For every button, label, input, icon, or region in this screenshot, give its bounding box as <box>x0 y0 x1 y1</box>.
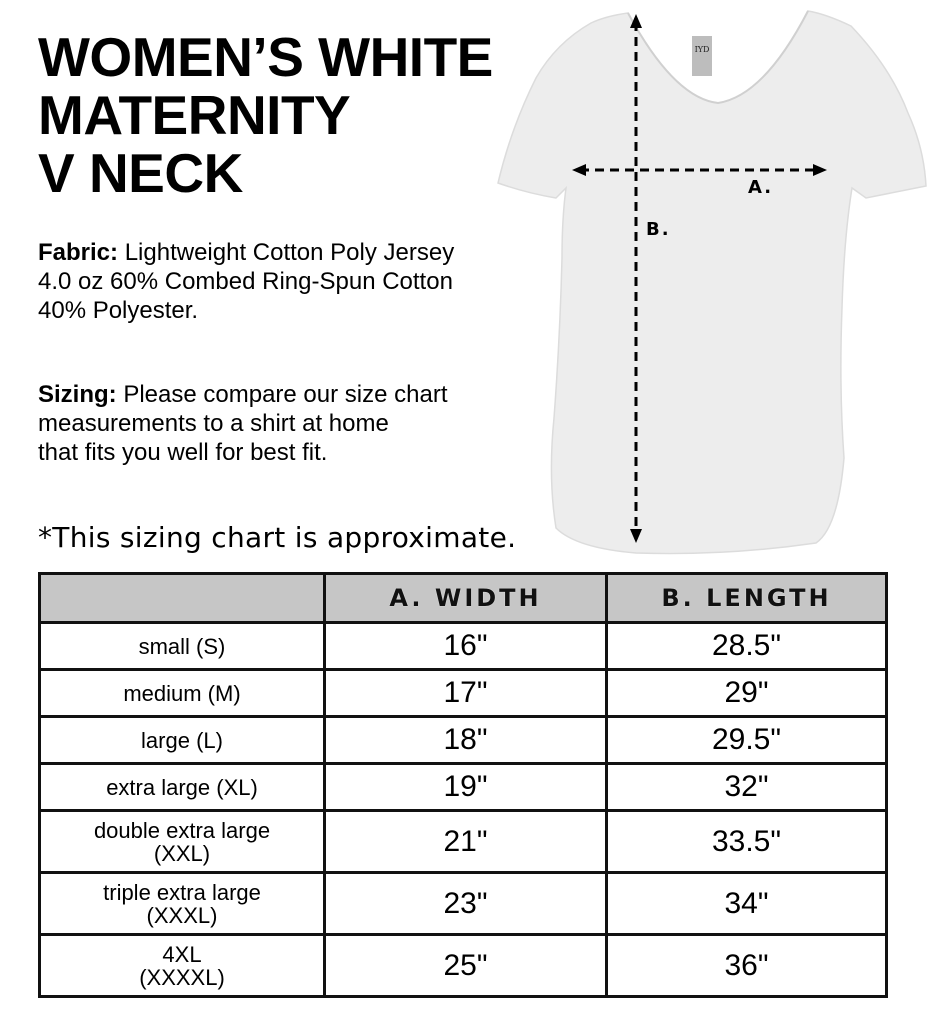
width-cell: 25" <box>325 935 607 997</box>
title-line: MATERNITY <box>38 84 351 146</box>
shirt-diagram <box>496 8 931 558</box>
table-row <box>40 873 887 935</box>
table-row <box>40 935 887 997</box>
sizing-text: measurements to a shirt at home <box>38 410 389 437</box>
length-cell: 29.5" <box>607 717 887 764</box>
header-size <box>40 574 325 623</box>
width-cell: 23" <box>325 873 607 935</box>
size-cell: large (L) <box>40 717 325 764</box>
table-row <box>40 764 887 811</box>
width-cell: 16" <box>325 623 607 670</box>
size-cell: medium (M) <box>40 670 325 717</box>
size-cell: double extra large (XXL) <box>40 811 325 873</box>
length-cell: 29" <box>607 670 887 717</box>
size-cell: triple extra large (XXXL) <box>40 873 325 935</box>
sizing-text: that fits you well for best fit. <box>38 439 328 466</box>
fabric-text: Lightweight Cotton Poly Jersey <box>124 239 455 266</box>
table-row <box>40 811 887 873</box>
size-cell: extra large (XL) <box>40 764 325 811</box>
length-cell: 32" <box>607 764 887 811</box>
sizing-description <box>38 380 447 467</box>
table-header-row <box>40 574 887 623</box>
page-title <box>38 28 493 202</box>
length-cell: 28.5" <box>607 623 887 670</box>
fabric-description <box>38 238 454 325</box>
size-cell: 4XL (XXXXL) <box>40 935 325 997</box>
fabric-text: 40% Polyester. <box>38 297 199 324</box>
length-cell: 36" <box>607 935 887 997</box>
title-line: WOMEN’S WHITE <box>38 26 493 88</box>
length-cell: 33.5" <box>607 811 887 873</box>
shirt-tag-icon <box>692 36 712 76</box>
size-chart-table <box>38 572 888 998</box>
label-b: B. <box>646 219 671 240</box>
fabric-label: Fabric: <box>38 239 119 266</box>
approximate-note: *This sizing chart is approximate. <box>38 521 517 554</box>
label-a: A. <box>748 177 774 198</box>
shirt-silhouette-icon <box>498 11 926 554</box>
sizing-text: Please compare our size chart <box>123 381 448 408</box>
size-cell: small (S) <box>40 623 325 670</box>
header-width: A. WIDTH <box>325 574 607 623</box>
width-cell: 17" <box>325 670 607 717</box>
title-line: V NECK <box>38 142 243 204</box>
length-cell: 34" <box>607 873 887 935</box>
header-length: B. LENGTH <box>607 574 887 623</box>
fabric-text: 4.0 oz 60% Combed Ring-Spun Cotton <box>38 268 453 295</box>
sizing-label: Sizing: <box>38 381 117 408</box>
width-cell: 19" <box>325 764 607 811</box>
table-row <box>40 670 887 717</box>
svg-text:IYD: IYD <box>694 45 710 54</box>
table-row <box>40 717 887 764</box>
width-cell: 18" <box>325 717 607 764</box>
table-row <box>40 623 887 670</box>
width-cell: 21" <box>325 811 607 873</box>
